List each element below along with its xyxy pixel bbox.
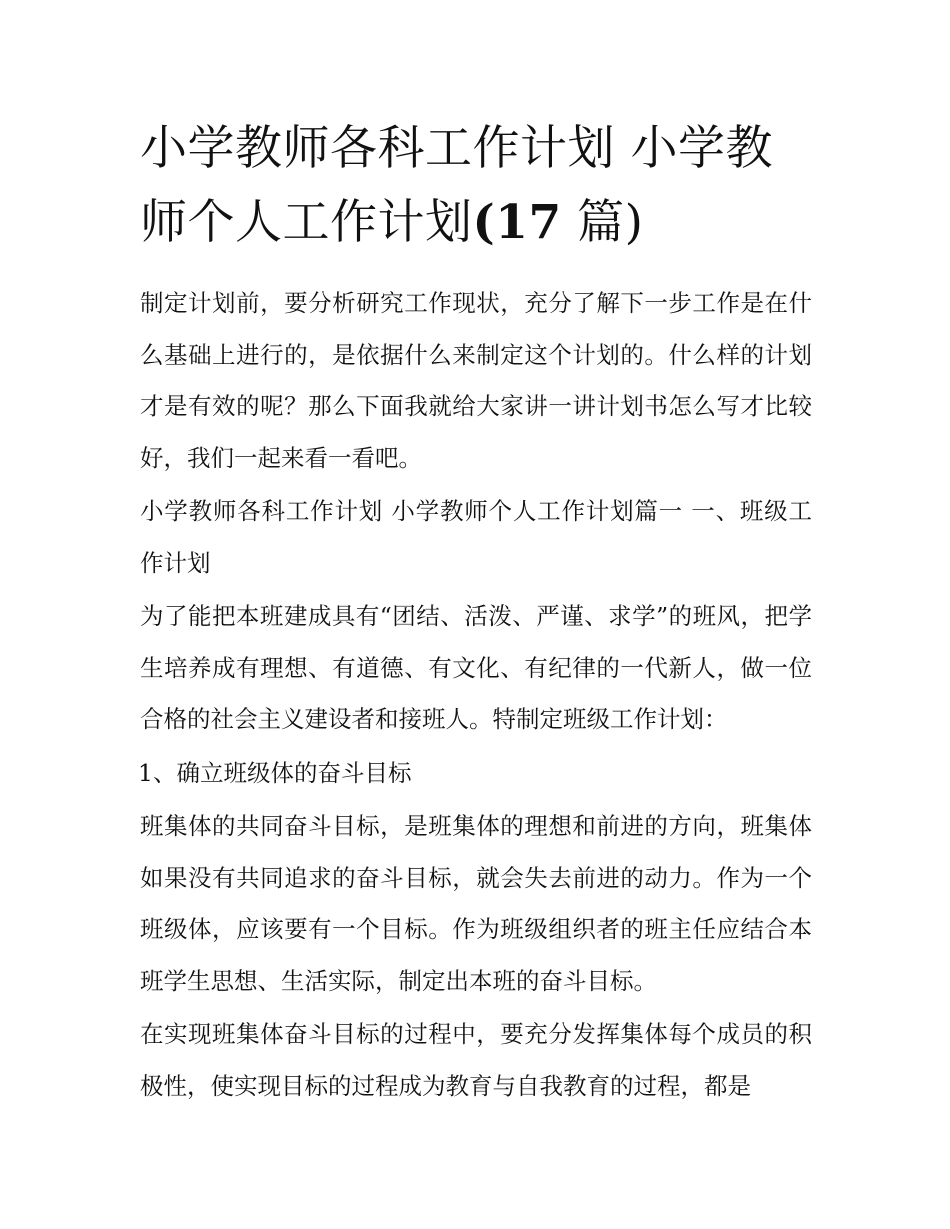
- intro-paragraph: 制定计划前，要分析研究工作现状，充分了解下一步工作是在什么基础上进行的，是依据什么来制定这个计划的。什么样的计划才是有效的呢？那么下面我就给大家讲一讲计划书怎么写才比较好，我们一起来看一看吧。: [140, 289, 812, 472]
- document-page: [140, 112, 812, 1114]
- body-paragraph: 为了能把本班建成具有“团结、活泼、严谨、求学”的班风，把学生培养成有理想、有道德、有文化、有纪律的一代新人，做一位合格的社会主义建设者和接班人。特制定班级工作计划：: [140, 602, 812, 733]
- document-title: [140, 112, 812, 260]
- body-paragraph: 在实现班集体奋斗目标的过程中，要充分发挥集体每个成员的积极性，使实现目标的过程成为教育与自我教育的过程，都是: [140, 1020, 812, 1100]
- title-suffix: 篇): [577, 195, 644, 250]
- subsection-heading: 1、确立班级体的奋斗目标: [138, 758, 412, 787]
- document-body: [140, 278, 812, 1112]
- title-count: (17: [472, 195, 562, 250]
- body-paragraph: 班集体的共同奋斗目标，是班集体的理想和前进的方向，班集体如果没有共同追求的奋斗目标，就会失去前进的动力。作为一个班级体，应该要有一个目标。作为班级组织者的班主任应结合本班学生思想、生活实际，制定出本班的奋斗目标。: [140, 812, 812, 995]
- section-heading: 小学教师各科工作计划 小学教师个人工作计划篇一 一、班级工作计划: [140, 497, 812, 577]
- title-text: 小学教师各科工作计划 小学教师个人工作计划: [140, 121, 773, 250]
